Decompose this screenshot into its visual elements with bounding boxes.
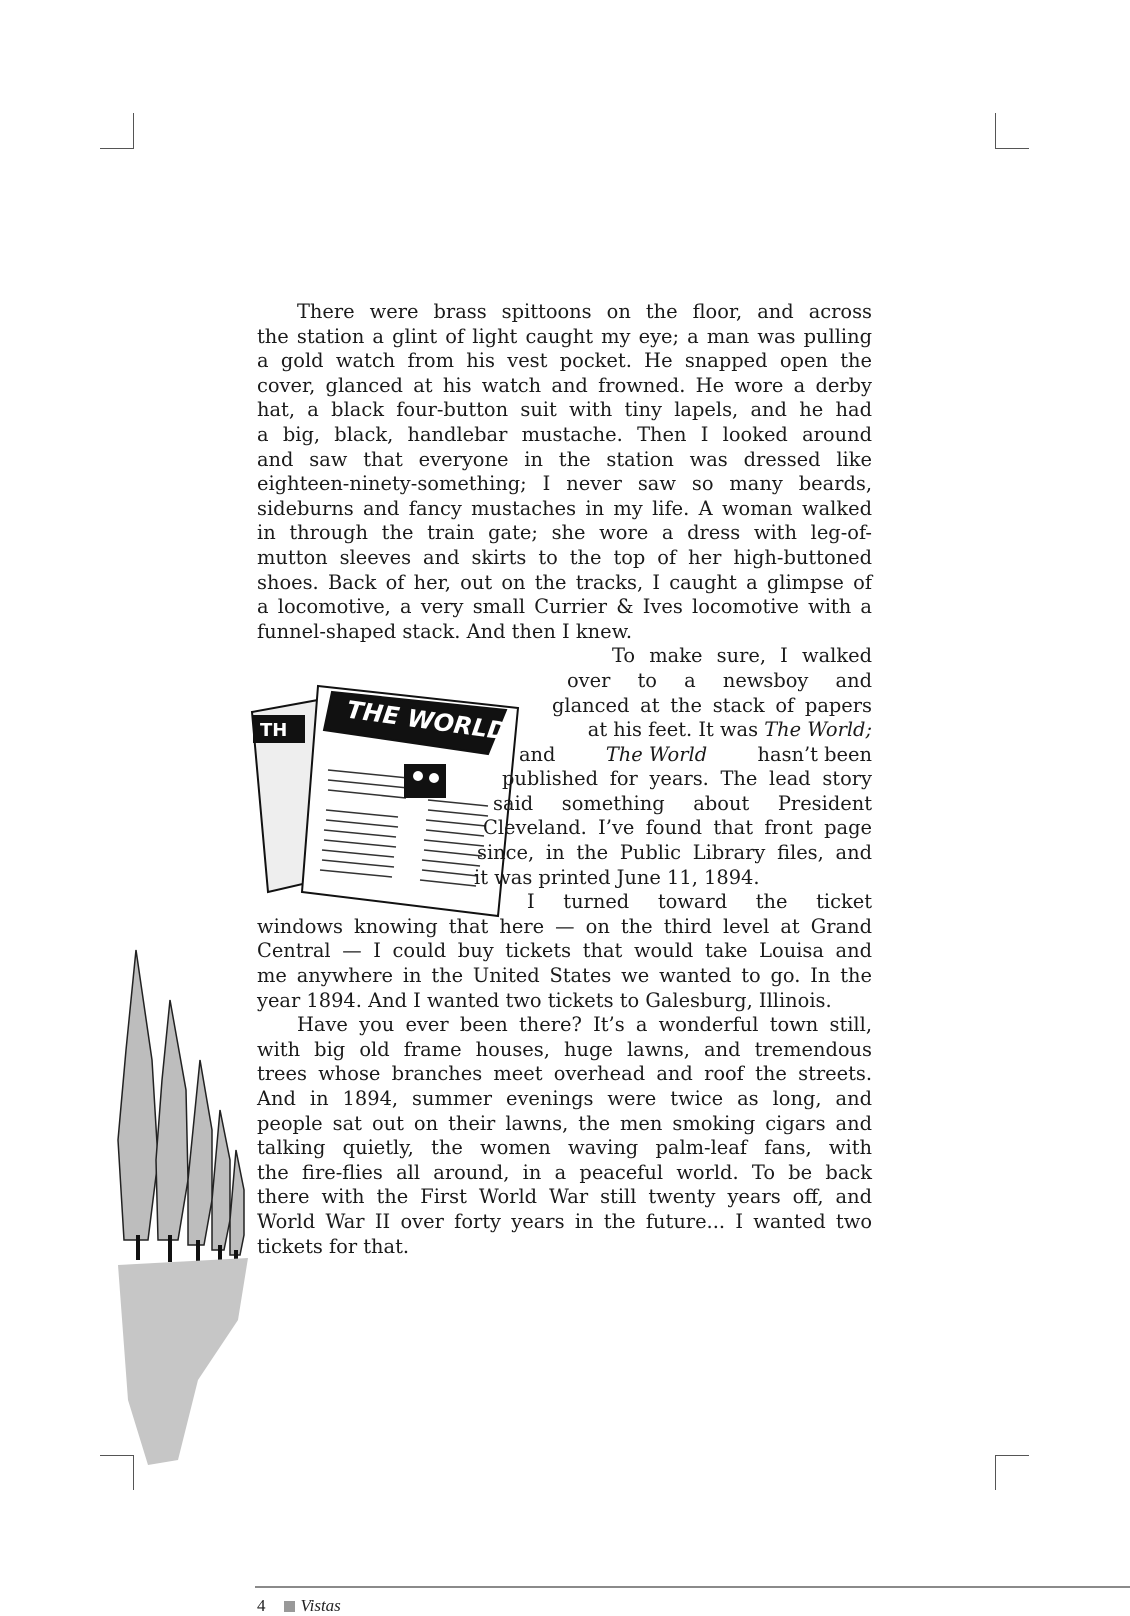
text-line: mutton sleeves and skirts to the top of her high-buttoned: [257, 545, 872, 569]
text-line: a big, black, handlebar mustache. Then I looked around: [257, 422, 872, 446]
text-line: the station a glint of light caught my eye; a man was pulling: [257, 324, 872, 348]
text-line: sideburns and fancy mustaches in my life. A woman walked: [257, 496, 872, 520]
text-line: the fire-flies all around, in a peaceful world. To be back: [257, 1160, 872, 1184]
text-line: shoes. Back of her, out on the tracks, I caught a glimpse of: [257, 570, 872, 594]
text-line: [519, 743, 872, 768]
text-line: there with the First World War still twenty years off, and: [257, 1185, 872, 1209]
text-line: Have you ever been there? It’s a wonderful town still,: [297, 1013, 872, 1037]
text-line: windows knowing that here — on the third level at Grand: [257, 914, 872, 938]
text-line: over to a newsboy and: [567, 668, 872, 692]
text-line: said something about President: [493, 791, 872, 815]
text-line: people sat out on their lawns, the men smoking cigars and: [257, 1111, 872, 1135]
crop-mark-tr-h: [995, 148, 1029, 149]
text-line: in through the train gate; she wore a dress with leg-of-: [257, 521, 872, 545]
text-line: trees whose branches meet overhead and roof the streets.: [257, 1062, 872, 1086]
body-text: [257, 300, 872, 1259]
text-line: it was printed June 11, 1894.: [474, 865, 760, 889]
text-line: [537, 718, 872, 743]
text-line: And in 1894, summer evenings were twice as long, and: [257, 1087, 872, 1110]
text-line: There were brass spittoons on the floor, and across: [297, 300, 872, 323]
crop-mark-tr-v: [995, 113, 996, 148]
text-line: glanced at the stack of papers: [552, 693, 872, 717]
tree-illustration: [108, 940, 258, 1480]
text-line: tickets for that.: [257, 1234, 410, 1258]
text-line: Central — I could buy tickets that would take Louisa and: [257, 939, 872, 963]
crop-mark-tl-h: [100, 148, 134, 149]
book-title: Vistas: [300, 1596, 341, 1615]
page-number: 4: [257, 1596, 266, 1615]
page-footer: [257, 1596, 341, 1616]
text-line: a locomotive, a very small Currier & Ives locomotive with a: [257, 595, 872, 619]
footer-rule: [255, 1586, 1130, 1588]
text-fragment: at his feet. It was: [587, 718, 759, 742]
text-line: and saw that everyone in the station was dressed like: [257, 447, 872, 471]
text-line: year 1894. And I wanted two tickets to Galesburg, Illinois.: [257, 988, 832, 1012]
crop-mark-br-h: [995, 1455, 1029, 1456]
text-line: funnel-shaped stack. And then I knew.: [257, 619, 633, 643]
text-line: me anywhere in the United States we wanted to go. In the: [257, 964, 872, 988]
square-bullet-icon: [284, 1601, 295, 1612]
text-line: World War II over forty years in the future... I wanted two: [257, 1209, 872, 1233]
crop-mark-tl-v: [133, 113, 134, 148]
text-fragment: hasn’t been: [757, 742, 872, 766]
text-line: hat, a black four-button suit with tiny lapels, and he had: [257, 398, 872, 422]
text-line: since, in the Public Library files, and: [477, 841, 872, 865]
text-line: talking quietly, the women waving palm-leaf fans, with: [257, 1136, 872, 1160]
newspaper-masthead: THE WORLD: [344, 695, 510, 746]
text-line: published for years. The lead story: [502, 767, 872, 791]
newspaper-title: The World;: [764, 718, 872, 742]
text-line: with big old frame houses, huge lawns, and tremendous: [257, 1037, 872, 1061]
text-line: To make sure, I walked: [612, 644, 872, 668]
newspaper-title: The World: [605, 742, 708, 766]
text-line: eighteen-ninety-something; I never saw so many beards,: [257, 472, 872, 496]
text-line: Cleveland. I’ve found that front page: [483, 816, 872, 840]
text-fragment: and: [519, 742, 556, 766]
text-line: cover, glanced at his watch and frowned. He wore a derby: [257, 373, 872, 397]
crop-mark-br-v: [995, 1455, 996, 1490]
text-line: I turned toward the ticket: [527, 890, 872, 914]
text-line: a gold watch from his vest pocket. He snapped open the: [257, 349, 872, 373]
newspaper-back-masthead: TH: [260, 720, 288, 741]
